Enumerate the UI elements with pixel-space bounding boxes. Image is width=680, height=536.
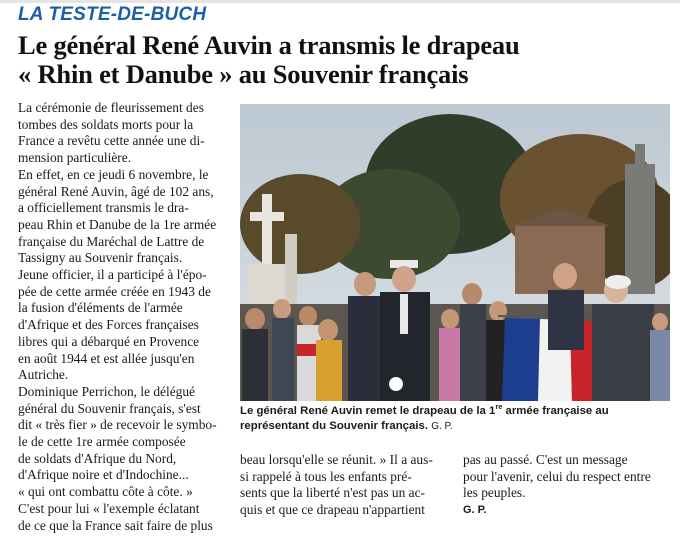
article-text-line: pour l'avenir, celui du respect entre	[463, 468, 651, 484]
article-text-line: d'Afrique et des Forces françaises	[18, 317, 199, 333]
article-text-line: d'Afrique noire et d'Indochine...	[18, 467, 189, 483]
right-column-lines	[463, 452, 673, 502]
photo-caption	[240, 404, 672, 434]
headline-line-1: Le général René Auvin a transmis le drapeau	[18, 30, 520, 60]
article-text-line: française du Maréchal de Lattre de	[18, 233, 205, 249]
article-text-line: pas au passé. C'est un message	[463, 452, 628, 467]
article-text-line: Dominique Perrichon, le délégué	[18, 383, 196, 399]
article-text-line: La cérémonie de fleurissement des	[18, 100, 204, 115]
article-body-right-column	[463, 452, 673, 519]
caption-text-start: Le général René Auvin remet le drapeau de la 1	[240, 405, 496, 417]
article-text-line: général du Souvenir français, s'est	[18, 400, 201, 416]
article-text-line: a officiellement transmis le dra-	[18, 200, 189, 216]
article-text-line: sents que la liberté n'est pas un ac-	[240, 485, 425, 501]
article-text-line: de soldats d'Afrique du Nord,	[18, 450, 177, 466]
top-rule	[0, 0, 680, 3]
article-text-line: libres qui a débarqué en Provence	[18, 333, 200, 349]
article-text-line: de ce que la France sait faire de plus	[18, 517, 213, 533]
section-kicker: LA TESTE-DE-BUCH	[18, 4, 207, 25]
article-text-line: les peuples.	[463, 485, 526, 501]
article-text-line: « qui ont combattu côte à côte. »	[18, 484, 193, 500]
article-text-line: Tassigny au Souvenir français.	[18, 250, 183, 266]
article-headline	[18, 31, 673, 89]
article-text-line: peau Rhin et Danube de la 1re armée	[18, 216, 217, 232]
ceremony-photo	[240, 104, 670, 401]
article-text-line: la fusion d'éléments de l'armée	[18, 300, 183, 316]
article-text-line: dit « très fier » de recevoir le symbo-	[18, 417, 217, 433]
article-text-line: général René Auvin, âgé de 102 ans,	[18, 183, 214, 199]
article-signature: G. P.	[463, 504, 487, 517]
article-text-line: beau lorsqu'elle se réunit. » Il a aus-	[240, 452, 433, 467]
article-text-line: si rappelé à tous les enfants pré-	[240, 468, 412, 484]
article-body-left-column	[18, 100, 230, 534]
article-text-line: pée de cette armée créée en 1943 de	[18, 283, 211, 299]
article-text-line: C'est pour lui « l'exemple éclatant	[18, 500, 200, 516]
article-text-line: le de cette 1re armée composée	[18, 434, 186, 450]
article-text-line: en août 1944 et est allée jusqu'en	[18, 350, 195, 366]
article-text-line: Jeune officier, il a participé à l'épo-	[18, 267, 207, 283]
article-text-line: Autriche.	[18, 367, 69, 383]
article-text-line: En effet, en ce jeudi 6 novembre, le	[18, 166, 209, 182]
caption-text-end: armée française au représentant du Souvenir français.	[240, 405, 609, 432]
caption-superscript: re	[495, 402, 503, 412]
article-text-line: mension particulière.	[18, 150, 132, 166]
headline-line-2: « Rhin et Danube » au Souvenir français	[18, 59, 469, 89]
article-text-line: France a revêtu cette année une di-	[18, 133, 205, 149]
article-text-line: quis et que ce drapeau n'appartient	[240, 502, 425, 518]
article-body-middle-column	[240, 452, 450, 519]
article-text-line: tombes des soldats morts pour la	[18, 116, 194, 132]
caption-credit: G. P.	[431, 421, 453, 432]
